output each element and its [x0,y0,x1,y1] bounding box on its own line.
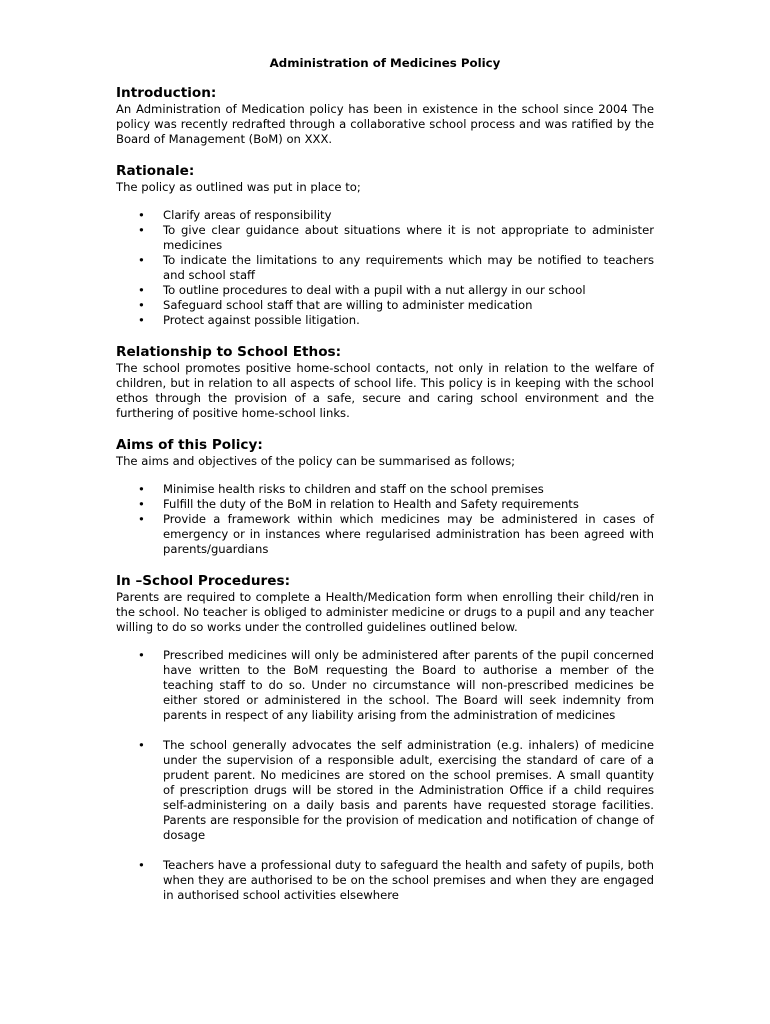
rationale-list [116,208,654,328]
aims-list [116,482,654,557]
rationale-heading: Rationale: [116,163,195,179]
aims-section [116,437,654,557]
procedures-list [116,648,654,903]
list-item: • Safeguard school staff that are willing to administer medication [116,298,654,313]
list-item: • Teachers have a professional duty to safeguard the health and safety of pupils, both when they are authorised to be on the school premises and when they are engaged in authorised school activities elsewhere [116,858,654,903]
document-page [116,56,654,918]
list-item: • Clarify areas of responsibility [116,208,654,223]
list-item: • To give clear guidance about situations where it is not appropriate to administer medicines [116,223,654,253]
aims-heading: Aims of this Policy: [116,437,263,453]
list-item: • Protect against possible litigation. [116,313,654,328]
document-title: Administration of Medicines Policy [269,56,501,70]
rationale-section [116,163,654,328]
list-item: • Fulfill the duty of the BoM in relation to Health and Safety requirements [116,497,654,512]
list-item: • Prescribed medicines will only be administered after parents of the pupil concerned have written to the BoM requesting the Board to authorise a member of the teaching staff to do so. Under no circumstance will non-prescribed medicines be either stored or administered in the school. The Board will seek indemnity from parents in respect of any liability arising from the administration of medicines [116,648,654,723]
introduction-section [116,85,654,147]
list-item: • To outline procedures to deal with a pupil with a nut allergy in our school [116,283,654,298]
introduction-text: An Administration of Medication policy has been in existence in the school since 2004 The policy was recently redrafted through a collaborative school process and was ratified by the Board of Management (BoM) on XXX. [116,102,654,146]
procedures-section [116,573,654,903]
rationale-text: The policy as outlined was put in place to; [116,180,361,194]
list-item: • Minimise health risks to children and staff on the school premises [116,482,654,497]
list-item: • Provide a framework within which medicines may be administered in cases of emergency or in instances where regularised administration has been agreed with parents/guardians [116,512,654,557]
list-item: • To indicate the limitations to any requirements which may be notified to teachers and school staff [116,253,654,283]
procedures-heading: In –School Procedures: [116,573,291,589]
ethos-text: The school promotes positive home-school contacts, not only in relation to the welfare of children, but in relation to all aspects of school life. This policy is in keeping with the school ethos through the provision of a safe, secure and caring school environment and the furthering of positive home-school links. [116,361,654,420]
introduction-heading: Introduction: [116,85,217,101]
ethos-heading: Relationship to School Ethos: [116,344,342,360]
procedures-text: Parents are required to complete a Health/Medication form when enrolling their child/ren in the school. No teacher is obliged to administer medicine or drugs to a pupil and any teacher willing to do so works under the controlled guidelines outlined below. [116,590,654,634]
list-item: • The school generally advocates the self administration (e.g. inhalers) of medicine under the supervision of a responsible adult, exercising the standard of care of a prudent parent. No medicines are stored on the school premises. A small quantity of prescription drugs will be stored in the Administration Office if a child requires self-administering on a daily basis and parents have requested storage facilities. Parents are responsible for the provision of medication and notification of change of dosage [116,738,654,843]
ethos-section [116,344,654,421]
aims-text: The aims and objectives of the policy can be summarised as follows; [116,454,516,468]
